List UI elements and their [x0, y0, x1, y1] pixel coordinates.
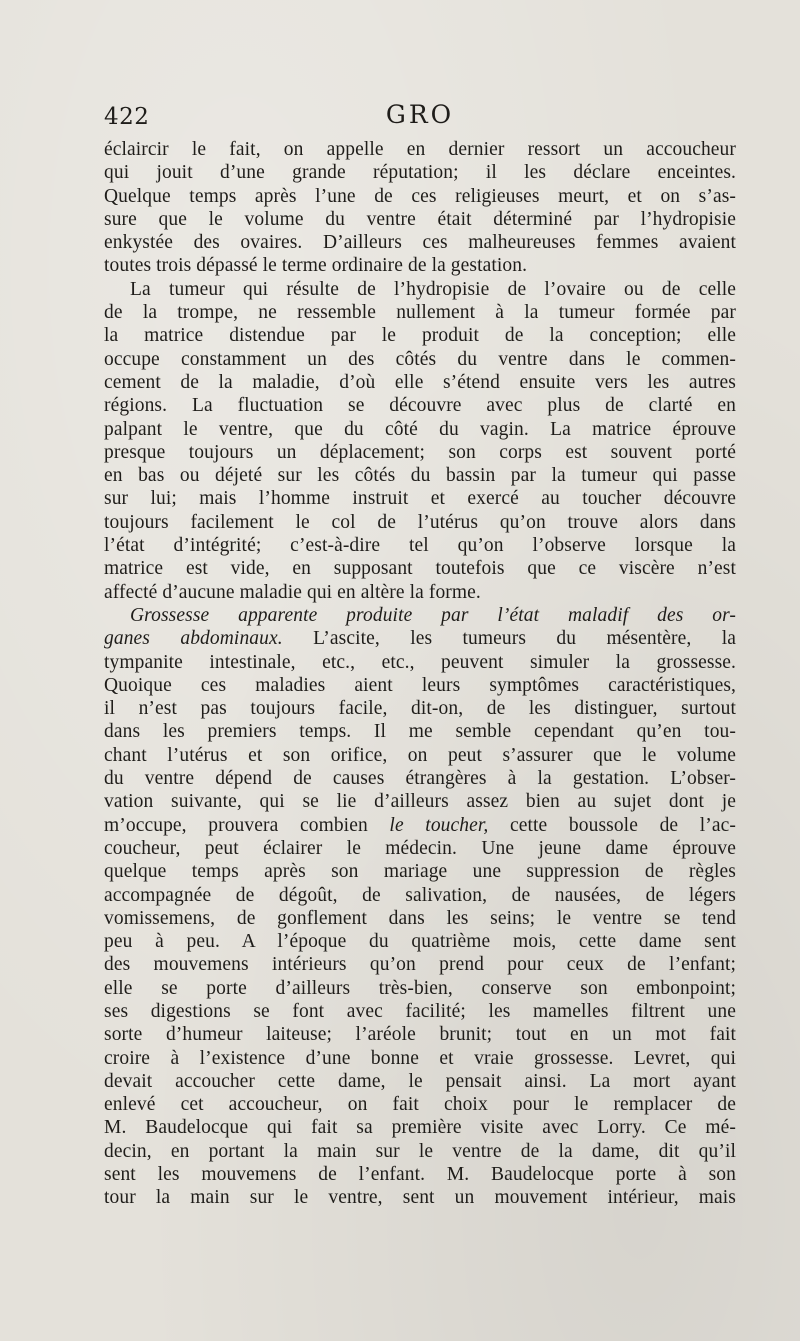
line-text: cette boussole de l’ac- — [488, 814, 736, 836]
text-line — [104, 604, 736, 627]
line-text: du ventre dépend de causes étrangères à la gestation. L’obser- — [104, 768, 736, 790]
line-text: quelque temps après son mariage une suppression de règles — [104, 861, 736, 883]
text-line — [104, 1093, 736, 1116]
line-text: M. Baudelocque qui fait sa première visite avec Lorry. Ce mé- — [104, 1117, 736, 1139]
line-text: toutes trois dépassé le terme ordinaire de la gestation. — [104, 255, 528, 277]
text-line — [104, 720, 736, 743]
text-line — [104, 1047, 736, 1070]
text-line — [104, 161, 736, 184]
line-text: tympanite intestinale, etc., etc., peuvent simuler la grossesse. — [104, 651, 736, 673]
text-line — [104, 1023, 736, 1046]
line-text: des mouvemens intérieurs qu’on prend pour ceux de l’enfant; — [104, 954, 736, 976]
line-text: qui jouit d’une grande réputation; il les déclare enceintes. — [104, 162, 736, 184]
line-text: Quelque temps après l’une de ces religieuses meurt, et on s’as- — [104, 185, 736, 207]
line-text: sorte d’humeur laiteuse; l’aréole brunit; tout en un mot fait — [104, 1024, 736, 1046]
line-text: la matrice distendue par le produit de la conception; elle — [104, 325, 736, 347]
line-text: presque toujours un déplacement; son corps est souvent porté — [104, 441, 736, 463]
text-line — [104, 1116, 736, 1139]
line-text: affecté d’aucune maladie qui en altère la forme. — [104, 581, 481, 603]
page-number: 422 — [104, 104, 150, 130]
line-text: cement de la maladie, d’où elle s’étend ensuite vers les autres — [104, 371, 736, 393]
line-text: l’état d’intégrité; c’est-à-dire tel qu’on l’observe lorsque la — [104, 535, 736, 557]
text-line — [104, 441, 736, 464]
line-text: de la trompe, ne ressemble nullement à la tumeur formée par — [104, 302, 736, 324]
text-line — [104, 953, 736, 976]
text-line — [104, 185, 736, 208]
line-text: toujours facilement le col de l’utérus qu’on trouve alors dans — [104, 511, 736, 533]
text-line — [104, 301, 736, 324]
text-line — [104, 790, 736, 813]
text-line — [104, 767, 736, 790]
text-line — [104, 930, 736, 953]
text-line — [104, 1070, 736, 1093]
line-text: matrice est vide, en supposant toutefois que ce viscère n’est — [104, 558, 736, 580]
line-text: en bas ou déjeté sur les côtés du bassin par la tumeur qui passe — [104, 465, 736, 487]
text-line — [104, 837, 736, 860]
line-text: régions. La fluctuation se découvre avec plus de clarté en — [104, 395, 736, 417]
line-text: sent les mouvemens de l’enfant. M. Baudelocque porte à son — [104, 1164, 736, 1186]
line-text: La tumeur qui résulte de l’hydropisie de l’ovaire ou de celle — [130, 278, 736, 300]
text-line — [104, 487, 736, 510]
line-text: croire à l’existence d’une bonne et vraie grossesse. Levret, qui — [104, 1047, 736, 1069]
line-text: ses digestions se font avec facilité; les mamelles filtrent une — [104, 1000, 736, 1022]
line-text: vomissemens, de gonflement dans les seins; le ventre se tend — [104, 907, 736, 929]
line-text: decin, en portant la main sur le ventre de la dame, dit qu’il — [104, 1140, 736, 1162]
line-text: peu à peu. A l’époque du quatrième mois, cette dame sent — [104, 931, 736, 953]
text-line — [104, 907, 736, 930]
line-text: chant l’utérus et son orifice, on peut s’assurer que le volume — [104, 744, 736, 766]
line-text: coucheur, peut éclairer le médecin. Une jeune dame éprouve — [104, 837, 736, 859]
text-line — [104, 860, 736, 883]
text-line — [104, 744, 736, 767]
line-text: il n’est pas toujours facile, dit-on, de les distinguer, surtout — [104, 698, 736, 720]
line-text: vation suivante, qui se lie d’ailleurs assez bien au sujet dont je — [104, 791, 736, 813]
text-line — [104, 697, 736, 720]
text-line — [104, 348, 736, 371]
line-text: m’occupe, prouvera combien — [104, 814, 390, 836]
running-head: GRO — [385, 100, 455, 129]
text-line — [104, 138, 736, 161]
italic-text: ganes abdominaux. — [104, 628, 283, 650]
text-line — [104, 371, 736, 394]
text-line — [104, 278, 736, 301]
line-text: sure que le volume du ventre était déterminé par l’hydropisie — [104, 208, 736, 230]
line-text: éclaircir le fait, on appelle en dernier ressort un accoucheur — [104, 139, 736, 160]
text-line — [104, 977, 736, 1000]
text-line — [104, 324, 736, 347]
line-text: enkystée des ovaires. D’ailleurs ces malheureuses femmes avaient — [104, 232, 736, 254]
text-line — [104, 557, 736, 580]
text-line — [104, 627, 736, 650]
text-line — [104, 418, 736, 441]
line-text: enlevé cet accoucheur, on fait choix pour le remplacer de — [104, 1094, 736, 1116]
line-text: occupe constamment un des côtés du ventre dans le commen- — [104, 348, 736, 370]
line-text: Quoique ces maladies aient leurs symptômes caractéristiques, — [104, 674, 736, 696]
line-text: L’ascite, les tumeurs du mésentère, la — [282, 628, 736, 650]
line-text: tour la main sur le ventre, sent un mouvement intérieur, mais — [104, 1187, 736, 1209]
body-text — [104, 138, 736, 1210]
line-text: dans les premiers temps. Il me semble cependant qu’en tou- — [104, 721, 736, 743]
text-line — [104, 651, 736, 674]
text-line — [104, 254, 736, 277]
line-text: elle se porte d’ailleurs très-bien, conserve son embonpoint; — [104, 977, 736, 999]
text-line — [104, 884, 736, 907]
text-line — [104, 464, 736, 487]
text-line — [104, 814, 736, 837]
text-line — [104, 1186, 736, 1209]
text-line — [104, 674, 736, 697]
text-line — [104, 1163, 736, 1186]
line-text: palpant le ventre, que du côté du vagin. La matrice éprouve — [104, 418, 736, 440]
line-text: accompagnée de dégoût, de salivation, de nausées, de légers — [104, 884, 736, 906]
text-line — [104, 511, 736, 534]
page-header — [104, 98, 736, 132]
line-text: sur lui; mais l’homme instruit et exercé au toucher découvre — [104, 488, 736, 510]
italic-text: le toucher, — [389, 814, 489, 836]
text-line — [104, 394, 736, 417]
text-line — [104, 1000, 736, 1023]
text-line — [104, 231, 736, 254]
italic-text: Grossesse apparente produite par l’état maladif des or- — [130, 604, 736, 626]
line-text: devait accoucher cette dame, le pensait ainsi. La mort ayant — [104, 1070, 736, 1092]
text-line — [104, 1140, 736, 1163]
text-line — [104, 534, 736, 557]
text-line — [104, 208, 736, 231]
text-line — [104, 581, 736, 604]
